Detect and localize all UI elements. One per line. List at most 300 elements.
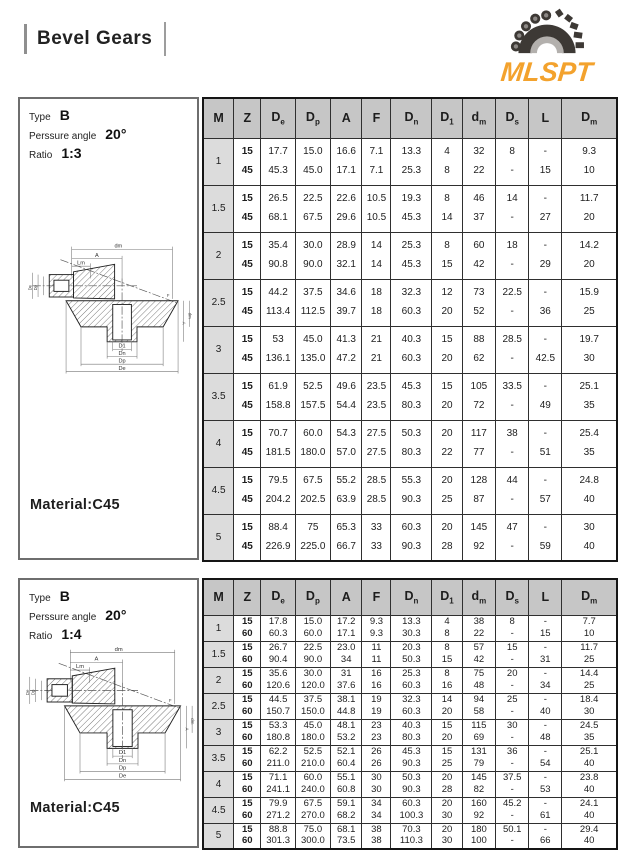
value-cell [362, 797, 391, 823]
cell-line: 18 [506, 240, 518, 251]
teeth-cell [234, 667, 261, 693]
column-header-dp: $D_p$ [295, 98, 330, 138]
value-cell [330, 641, 361, 667]
cell-line: 10 [583, 165, 595, 176]
pressure-angle-line [29, 607, 188, 623]
cell-line: 60 [241, 679, 253, 691]
cell-line: 15 [441, 381, 453, 392]
cell-line: 20 [441, 731, 453, 743]
pressure-angle-value: 20° [105, 126, 127, 142]
cell-line: 8 [444, 668, 450, 679]
cell-line: 35 [583, 447, 595, 458]
cell-line: 60 [241, 757, 253, 769]
cell-line: 82 [473, 783, 485, 795]
cell-line: 11 [371, 642, 382, 653]
cell-line: 22.6 [336, 193, 356, 204]
table-row [203, 232, 617, 279]
cell-line: 27.5 [366, 428, 387, 439]
pressure-angle-line [29, 126, 188, 142]
value-cell [462, 641, 496, 667]
column-header-f: F [362, 579, 391, 615]
cell-line: 15 [441, 334, 453, 345]
value-cell [261, 719, 295, 745]
cell-line: 33.5 [502, 381, 522, 392]
value-cell [462, 745, 496, 771]
cell-line: 15.0 [303, 616, 323, 627]
cell-line: 60.4 [336, 757, 356, 769]
value-cell [261, 467, 295, 514]
value-cell [330, 326, 361, 373]
cell-line: 150.7 [266, 705, 290, 717]
value-cell [462, 514, 496, 561]
teeth-cell [234, 771, 261, 797]
spec-panel-ratio-1-3 [18, 97, 199, 560]
cell-line: 145 [470, 521, 488, 533]
teeth-cell [234, 420, 261, 467]
column-header-de: $D_e$ [261, 98, 295, 138]
cell-line: 180.0 [300, 447, 326, 458]
value-cell [496, 232, 529, 279]
cell-line: 73.5 [336, 835, 356, 847]
cell-line: 11 [371, 653, 382, 665]
cell-line: 52.1 [336, 746, 356, 757]
value-cell [529, 823, 562, 849]
bevel-gear-drawing [25, 241, 193, 381]
teeth-cell [234, 373, 261, 420]
dim-label-dm: dm [114, 646, 123, 653]
cell-line: 8 [444, 193, 450, 204]
value-cell [496, 797, 529, 823]
value-cell [295, 745, 330, 771]
bevel-gear-cross-section [22, 644, 196, 789]
material-note: Material:C45 [30, 800, 120, 816]
cell-line: - [543, 287, 547, 298]
cell-line: 135.0 [300, 353, 326, 364]
cell-line: 131 [470, 746, 487, 757]
cell-line: 120.6 [266, 679, 290, 691]
value-cell [261, 279, 295, 326]
cell-line: 15 [441, 259, 453, 270]
cell-line: 44.8 [336, 705, 356, 717]
cell-line: 44 [506, 475, 518, 486]
value-cell [562, 797, 617, 823]
cell-line: 40.3 [402, 720, 421, 731]
cell-line: 32.3 [401, 287, 422, 298]
cell-line: 100 [470, 835, 487, 847]
value-cell [529, 667, 562, 693]
cell-line: 59.1 [336, 798, 356, 809]
dim-label-d1: D1 [117, 343, 126, 350]
cell-line: 22.5 [303, 193, 323, 204]
value-cell [330, 232, 361, 279]
cell-line: 301.3 [266, 835, 290, 847]
cell-line: 63.9 [336, 494, 356, 505]
cell-line: 17.1 [336, 165, 356, 176]
cell-line: 8 [509, 616, 515, 627]
cell-line: 60.0 [303, 428, 323, 439]
cell-line: 37.6 [336, 679, 356, 691]
cell-line: 62.2 [268, 746, 288, 757]
cell-line: - [543, 428, 547, 439]
column-header-dn: $D_n$ [391, 98, 432, 138]
value-cell [462, 138, 496, 185]
cell-line: 15 [241, 334, 253, 345]
value-cell [432, 138, 462, 185]
cell-line: 22 [473, 165, 485, 176]
cell-line: 23 [371, 720, 382, 731]
cell-line: - [543, 720, 547, 731]
dim-label-dm-right: dm [186, 312, 192, 319]
type-value: B [59, 107, 70, 123]
dim-label-a-right: A [181, 321, 187, 325]
cell-line: 300.0 [301, 835, 325, 847]
table-row [203, 279, 617, 326]
column-header-d1: $D_1$ [432, 579, 462, 615]
value-cell [391, 745, 432, 771]
module-cell: 5 [203, 514, 234, 561]
cell-line: 15 [241, 772, 253, 783]
cell-line: - [510, 783, 514, 795]
cell-line: 34.6 [336, 287, 356, 298]
value-cell [432, 326, 462, 373]
module-cell: 4 [203, 420, 234, 467]
cell-line: 41.3 [336, 334, 356, 345]
cell-line: 18 [370, 287, 382, 298]
cell-line: 60 [241, 809, 253, 821]
value-cell [432, 467, 462, 514]
cell-line: 80.3 [402, 731, 421, 743]
cell-line: 45 [241, 353, 253, 364]
cell-line: 23 [371, 731, 382, 743]
value-cell [432, 745, 462, 771]
cell-line: 70.7 [268, 428, 288, 439]
column-header-ds: $D_s$ [496, 579, 529, 615]
bevel-gear-cross-section [25, 241, 193, 381]
cell-line: 23.5 [366, 400, 387, 411]
cell-line: 14 [370, 259, 382, 270]
page-title: Bevel Gears [37, 28, 153, 49]
value-cell [432, 232, 462, 279]
column-header-m: M [203, 98, 234, 138]
value-cell [562, 138, 617, 185]
cell-line: 18.4 [579, 694, 599, 705]
dim-label-f: F [166, 293, 169, 298]
cell-line: 50.3 [402, 772, 421, 783]
cell-line: 17.8 [268, 616, 288, 627]
value-cell [295, 279, 330, 326]
cell-line: 29.4 [579, 823, 599, 835]
cell-line: - [543, 521, 547, 533]
module-cell: 4 [203, 771, 234, 797]
cell-line: 34 [371, 798, 382, 809]
value-cell [362, 373, 391, 420]
cell-line: 60.0 [303, 772, 323, 783]
value-cell [261, 373, 295, 420]
cell-line: 60.8 [336, 783, 356, 795]
value-cell [432, 667, 462, 693]
cell-line: - [510, 653, 514, 665]
value-cell [391, 667, 432, 693]
cell-line: 25 [441, 494, 453, 505]
cell-line: 45 [241, 259, 253, 270]
cell-line: - [510, 259, 514, 270]
cell-line: 31 [340, 668, 352, 679]
dim-label-dp-left: Dp [30, 689, 36, 696]
value-cell [462, 279, 496, 326]
cell-line: 8 [444, 240, 450, 251]
table-row [203, 693, 617, 719]
dim-label-de-left: De [27, 284, 33, 291]
cell-line: 60.3 [401, 521, 422, 533]
cell-line: 45 [241, 447, 253, 458]
value-cell [462, 615, 496, 641]
value-cell [496, 420, 529, 467]
cell-line: 37.5 [303, 694, 323, 705]
cell-line: 20 [441, 400, 453, 411]
value-cell [391, 279, 432, 326]
cell-line: 23.5 [366, 381, 387, 392]
value-cell [496, 373, 529, 420]
cell-line: 20 [441, 306, 453, 317]
cell-line: 90.4 [268, 653, 288, 665]
cell-line: 90.3 [402, 783, 421, 795]
value-cell [562, 823, 617, 849]
cell-line: 7.1 [369, 146, 384, 157]
gear-info [20, 99, 197, 161]
cell-line: 40 [583, 809, 595, 821]
cell-line: 34 [340, 653, 352, 665]
cell-line: 128 [470, 475, 488, 486]
value-cell [529, 138, 562, 185]
value-cell [261, 667, 295, 693]
cell-line: 38 [371, 823, 382, 835]
cell-line: 19 [371, 705, 382, 717]
value-cell [562, 693, 617, 719]
value-cell [462, 373, 496, 420]
cell-line: 68.1 [336, 823, 356, 835]
cell-line: 25.3 [401, 165, 422, 176]
cell-line: 52.5 [303, 381, 323, 392]
dim-label-de: De [117, 365, 126, 372]
cell-line: 38 [371, 835, 382, 847]
cell-line: 45 [241, 212, 253, 223]
cell-line: 180.8 [266, 731, 290, 743]
type-line [29, 588, 188, 604]
teeth-cell [234, 693, 261, 719]
value-cell [496, 326, 529, 373]
cell-line: - [510, 540, 514, 552]
teeth-cell [234, 138, 261, 185]
cell-line: 15 [241, 240, 253, 251]
cell-line: 15 [241, 694, 253, 705]
value-cell [362, 719, 391, 745]
cell-line: 150.0 [301, 705, 325, 717]
cell-line: 7.1 [369, 165, 384, 176]
value-cell [295, 232, 330, 279]
value-cell [362, 420, 391, 467]
value-cell [330, 185, 361, 232]
module-cell: 3 [203, 719, 234, 745]
value-cell [295, 373, 330, 420]
cell-line: 23.8 [579, 772, 599, 783]
cell-line: 20 [441, 428, 453, 439]
cell-line: 4 [444, 146, 450, 157]
cell-line: 15 [241, 746, 253, 757]
cell-line: - [543, 694, 547, 705]
cell-line: 15 [241, 720, 253, 731]
table-row [203, 615, 617, 641]
cell-line: 73 [473, 287, 485, 298]
cell-line: 30.0 [303, 240, 323, 251]
cell-line: 79.5 [268, 475, 288, 486]
column-header-l: L [529, 98, 562, 138]
cell-line: 45.0 [303, 165, 323, 176]
cell-line: 9.3 [582, 146, 597, 157]
value-cell [295, 615, 330, 641]
cell-line: 15.9 [579, 287, 599, 298]
cell-line: 35.4 [268, 240, 288, 251]
cell-line: 47.2 [336, 353, 356, 364]
cell-line: 60.3 [402, 798, 421, 809]
cell-line: 45.3 [401, 381, 422, 392]
cell-line: 53.2 [336, 731, 356, 743]
cell-line: 28.9 [336, 240, 356, 251]
cell-line: 57.0 [336, 447, 356, 458]
value-cell [462, 667, 496, 693]
cell-line: 15 [241, 668, 253, 679]
cell-line: 20 [441, 475, 453, 486]
module-cell: 2 [203, 232, 234, 279]
cell-line: 25.1 [579, 746, 599, 757]
table-row [203, 771, 617, 797]
cell-line: 38 [506, 428, 518, 439]
cell-line: 136.1 [265, 353, 291, 364]
cell-line: 45 [241, 306, 253, 317]
cell-line: 46 [473, 193, 485, 204]
cell-line: 10.5 [366, 212, 387, 223]
value-cell [261, 745, 295, 771]
value-cell [261, 514, 295, 561]
cell-line: 22.5 [502, 287, 522, 298]
cell-line: 60 [241, 731, 253, 743]
cell-line: 79.9 [268, 798, 288, 809]
page-title-block [24, 22, 166, 56]
cell-line: 36 [506, 746, 518, 757]
cell-line: - [510, 447, 514, 458]
value-cell [529, 615, 562, 641]
cell-line: 23.0 [336, 642, 356, 653]
value-cell [432, 279, 462, 326]
cell-line: 40 [583, 494, 595, 505]
table-row [203, 797, 617, 823]
value-cell [362, 514, 391, 561]
cell-line: 15 [441, 720, 453, 731]
brand-name: MLSPT [499, 57, 595, 87]
module-cell: 4.5 [203, 797, 234, 823]
cell-line: 26.5 [268, 193, 288, 204]
cell-line: 8 [509, 146, 515, 157]
cell-line: 55.1 [336, 772, 356, 783]
dim-label-dp: Dp [117, 358, 126, 365]
value-cell [562, 615, 617, 641]
cell-line: 45.3 [401, 259, 422, 270]
cell-line: 60 [241, 783, 253, 795]
value-cell [432, 641, 462, 667]
cell-line: 20 [583, 212, 595, 223]
cell-line: 14.2 [579, 240, 599, 251]
pressure-angle-label: Perssure angle [29, 612, 97, 623]
cell-line: 71.1 [268, 772, 288, 783]
cell-line: 20 [441, 772, 453, 783]
type-label: Type [29, 112, 51, 123]
dim-label-a-right: A [183, 727, 189, 731]
cell-line: 15 [241, 823, 253, 835]
cell-line: - [510, 306, 514, 317]
module-cell: 2.5 [203, 279, 234, 326]
cell-line: 44.5 [268, 694, 288, 705]
value-cell [462, 771, 496, 797]
cell-line: 49 [539, 400, 551, 411]
cell-line: 110.3 [399, 835, 423, 847]
cell-line: 39.7 [336, 306, 356, 317]
value-cell [529, 514, 562, 561]
dim-label-dn: Dn [118, 757, 126, 764]
cell-line: 22.5 [303, 642, 323, 653]
cell-line: 53.3 [268, 720, 288, 731]
value-cell [330, 797, 361, 823]
value-cell [330, 667, 361, 693]
cell-line: 20 [506, 668, 518, 679]
cell-line: 117 [470, 428, 487, 439]
cell-line: 15 [539, 165, 551, 176]
cell-line: 40 [583, 757, 595, 769]
cell-line: 4 [444, 616, 450, 627]
cell-line: 29.6 [336, 212, 356, 223]
value-cell [261, 420, 295, 467]
cell-line: 15 [506, 642, 518, 653]
cell-line: 15 [241, 475, 253, 486]
cell-line: 38 [473, 616, 485, 627]
value-cell [295, 797, 330, 823]
cell-line: 15 [241, 521, 253, 533]
cell-line: 27 [539, 212, 551, 223]
cell-line: - [510, 212, 514, 223]
teeth-cell [234, 185, 261, 232]
cell-line: 30 [371, 772, 382, 783]
cell-line: 19.7 [579, 334, 599, 345]
value-cell [432, 719, 462, 745]
column-header-a: A [330, 98, 361, 138]
value-cell [391, 420, 432, 467]
cell-line: 42 [473, 653, 485, 665]
title-right-bar [164, 22, 166, 56]
cell-line: - [543, 193, 547, 204]
cell-line: 30 [506, 720, 518, 731]
value-cell [330, 514, 361, 561]
teeth-cell [234, 823, 261, 849]
cell-line: - [510, 835, 514, 847]
cell-line: 16 [371, 679, 382, 691]
value-cell [391, 514, 432, 561]
ratio-line [29, 626, 188, 642]
value-cell [362, 232, 391, 279]
teeth-cell [234, 615, 261, 641]
value-cell [562, 745, 617, 771]
value-cell [362, 693, 391, 719]
cell-line: 16 [371, 668, 382, 679]
cell-line: 54.4 [336, 400, 356, 411]
cell-line: 30 [441, 809, 453, 821]
